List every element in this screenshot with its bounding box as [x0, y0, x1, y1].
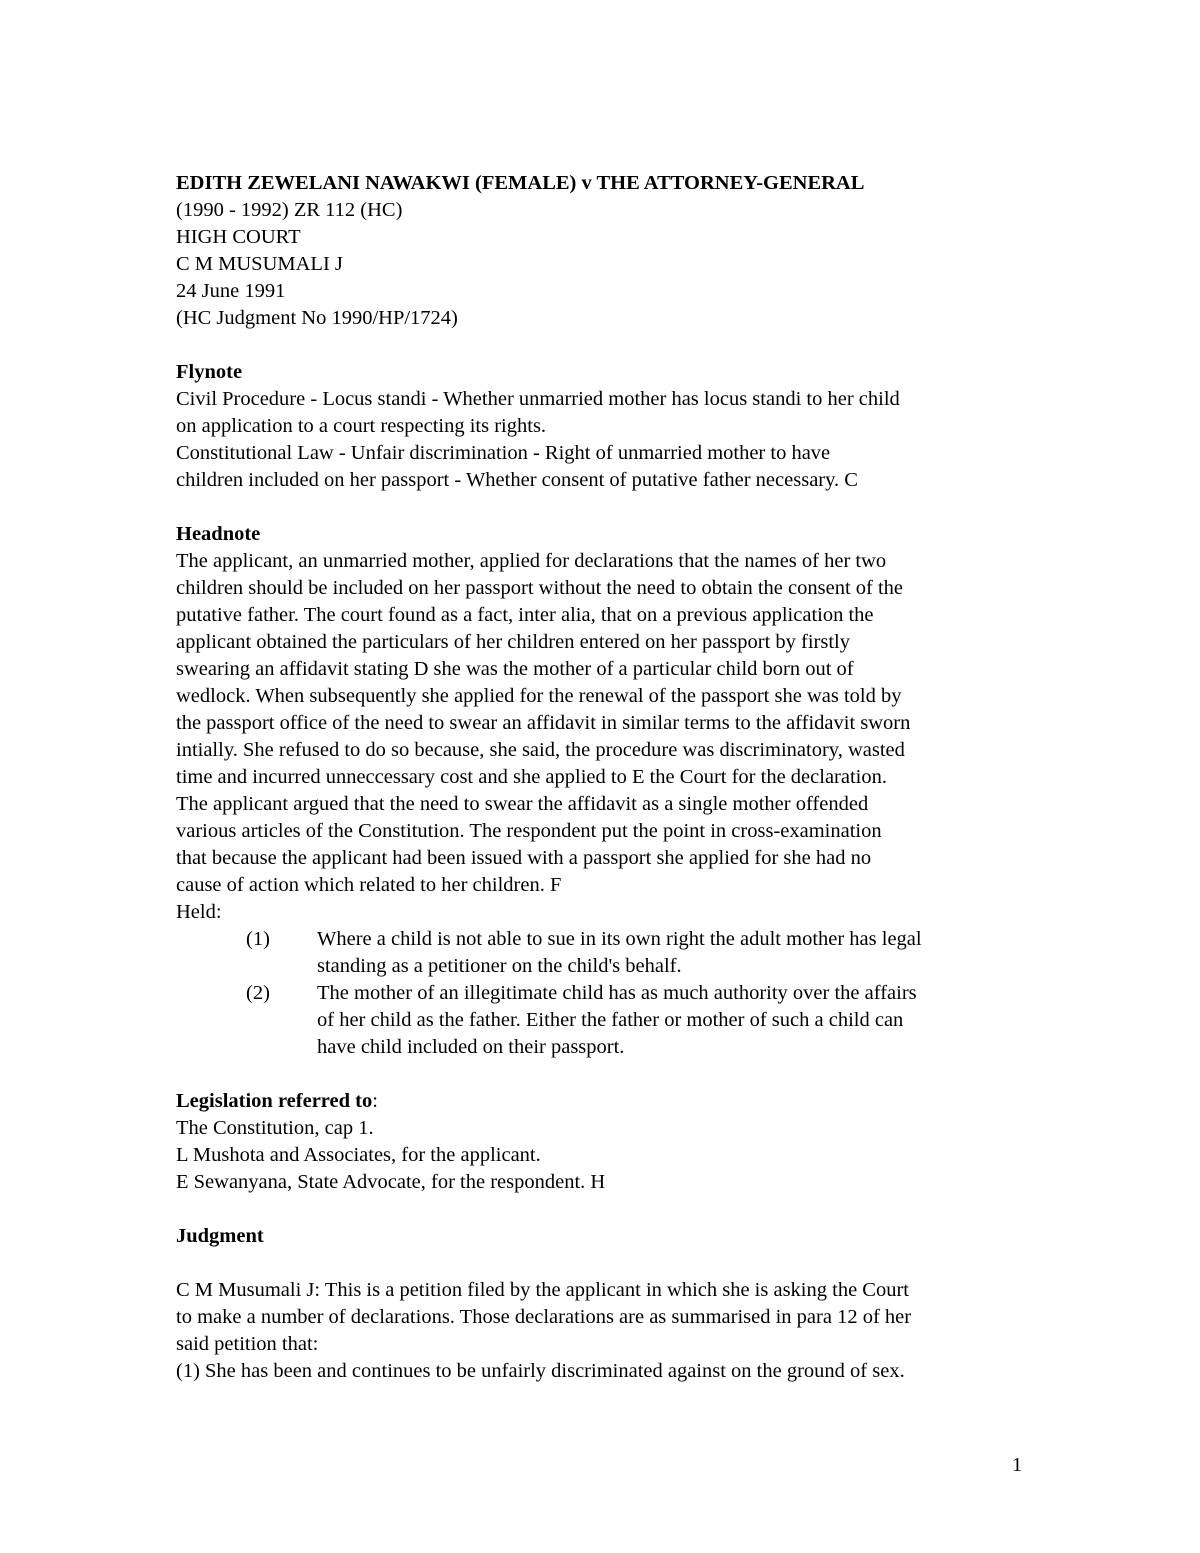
held-number: (2)	[246, 982, 270, 1004]
headnote-section	[176, 521, 1036, 1061]
headnote-line: putative father. The court found as a fact, inter alia, that on a previous application the	[176, 604, 874, 626]
flynote-line: Civil Procedure - Locus standi - Whether unmarried mother has locus standi to her child	[176, 388, 900, 410]
spacer	[176, 1250, 1036, 1277]
headnote-line: intially. She refused to do so because, she said, the procedure was discriminatory, wasted	[176, 739, 905, 761]
held-line: Where a child is not able to sue in its own right the adult mother has legal	[317, 928, 922, 950]
flynote-section	[176, 359, 1036, 494]
judgment-line: C M Musumali J: This is a petition filed by the applicant in which she is asking the Court	[176, 1279, 909, 1301]
flynote-heading: Flynote	[176, 361, 243, 383]
legislation-section	[176, 1088, 1036, 1196]
flynote-line: Constitutional Law - Unfair discrimination - Right of unmarried mother to have	[176, 442, 831, 464]
headnote-line: swearing an affidavit stating D she was the mother of a particular child born out of	[176, 658, 854, 680]
judgment-date: 24 June 1991	[176, 280, 286, 302]
held-line: standing as a petitioner on the child's behalf.	[317, 955, 682, 977]
held-number: (1)	[246, 928, 270, 950]
held-line: have child included on their passport.	[317, 1036, 625, 1058]
headnote-line: children should be included on her passport without the need to obtain the consent of the	[176, 577, 904, 599]
held-list	[176, 926, 1036, 1061]
held-line: The mother of an illegitimate child has as much authority over the affairs	[317, 982, 917, 1004]
held-label: Held:	[176, 901, 222, 923]
headnote-heading: Headnote	[176, 523, 261, 545]
page-number: 1	[1012, 1454, 1023, 1476]
judgment-line: said petition that:	[176, 1333, 319, 1355]
headnote-line: The applicant argued that the need to swear the affidavit as a single mother offended	[176, 793, 869, 815]
judgment-number: (HC Judgment No 1990/HP/1724)	[176, 307, 458, 329]
spacer	[176, 1061, 1036, 1088]
legislation-line: E Sewanyana, State Advocate, for the respondent. H	[176, 1171, 606, 1193]
spacer	[176, 1196, 1036, 1223]
judgment-line: to make a number of declarations. Those declarations are as summarised in para 12 of her	[176, 1306, 912, 1328]
held-item	[176, 926, 1036, 980]
legislation-heading-line	[176, 1088, 1036, 1115]
legislation-line: L Mushota and Associates, for the applicant.	[176, 1144, 541, 1166]
headnote-line: the passport office of the need to swear an affidavit in similar terms to the affidavit sworn	[176, 712, 911, 734]
case-title: EDITH ZEWELANI NAWAKWI (FEMALE) v THE ATTORNEY-GENERAL	[176, 172, 865, 194]
legislation-line: The Constitution, cap 1.	[176, 1117, 374, 1139]
legislation-heading: Legislation referred to	[176, 1090, 373, 1112]
court-name: HIGH COURT	[176, 226, 301, 248]
headnote-line: The applicant, an unmarried mother, applied for declarations that the names of her two	[176, 550, 887, 572]
headnote-line: various articles of the Constitution. The respondent put the point in cross-examination	[176, 820, 882, 842]
judgment-heading: Judgment	[176, 1225, 264, 1247]
flynote-line: on application to a court respecting its rights.	[176, 415, 547, 437]
legislation-heading-suffix: :	[372, 1090, 378, 1112]
judgment-section	[176, 1223, 1036, 1385]
document-page	[176, 170, 1036, 1385]
flynote-line: children included on her passport - Whether consent of putative father necessary. C	[176, 469, 858, 491]
headnote-line: cause of action which related to her children. F	[176, 874, 562, 896]
headnote-line: that because the applicant had been issued with a passport she applied for she had no	[176, 847, 872, 869]
held-text	[317, 980, 1036, 1061]
headnote-line: time and incurred unneccessary cost and she applied to E the Court for the declaration.	[176, 766, 887, 788]
spacer	[176, 332, 1036, 359]
spacer	[176, 494, 1036, 521]
case-citation: (1990 - 1992) ZR 112 (HC)	[176, 199, 403, 221]
held-item	[176, 980, 1036, 1061]
headnote-line: applicant obtained the particulars of her children entered on her passport by firstly	[176, 631, 850, 653]
held-line: of her child as the father. Either the father or mother of such a child can	[317, 1009, 904, 1031]
case-header	[176, 170, 1036, 332]
judge-name: C M MUSUMALI J	[176, 253, 343, 275]
headnote-line: wedlock. When subsequently she applied for the renewal of the passport she was told by	[176, 685, 902, 707]
held-text	[317, 926, 1036, 980]
judgment-line: (1) She has been and continues to be unfairly discriminated against on the ground of sex.	[176, 1360, 905, 1382]
